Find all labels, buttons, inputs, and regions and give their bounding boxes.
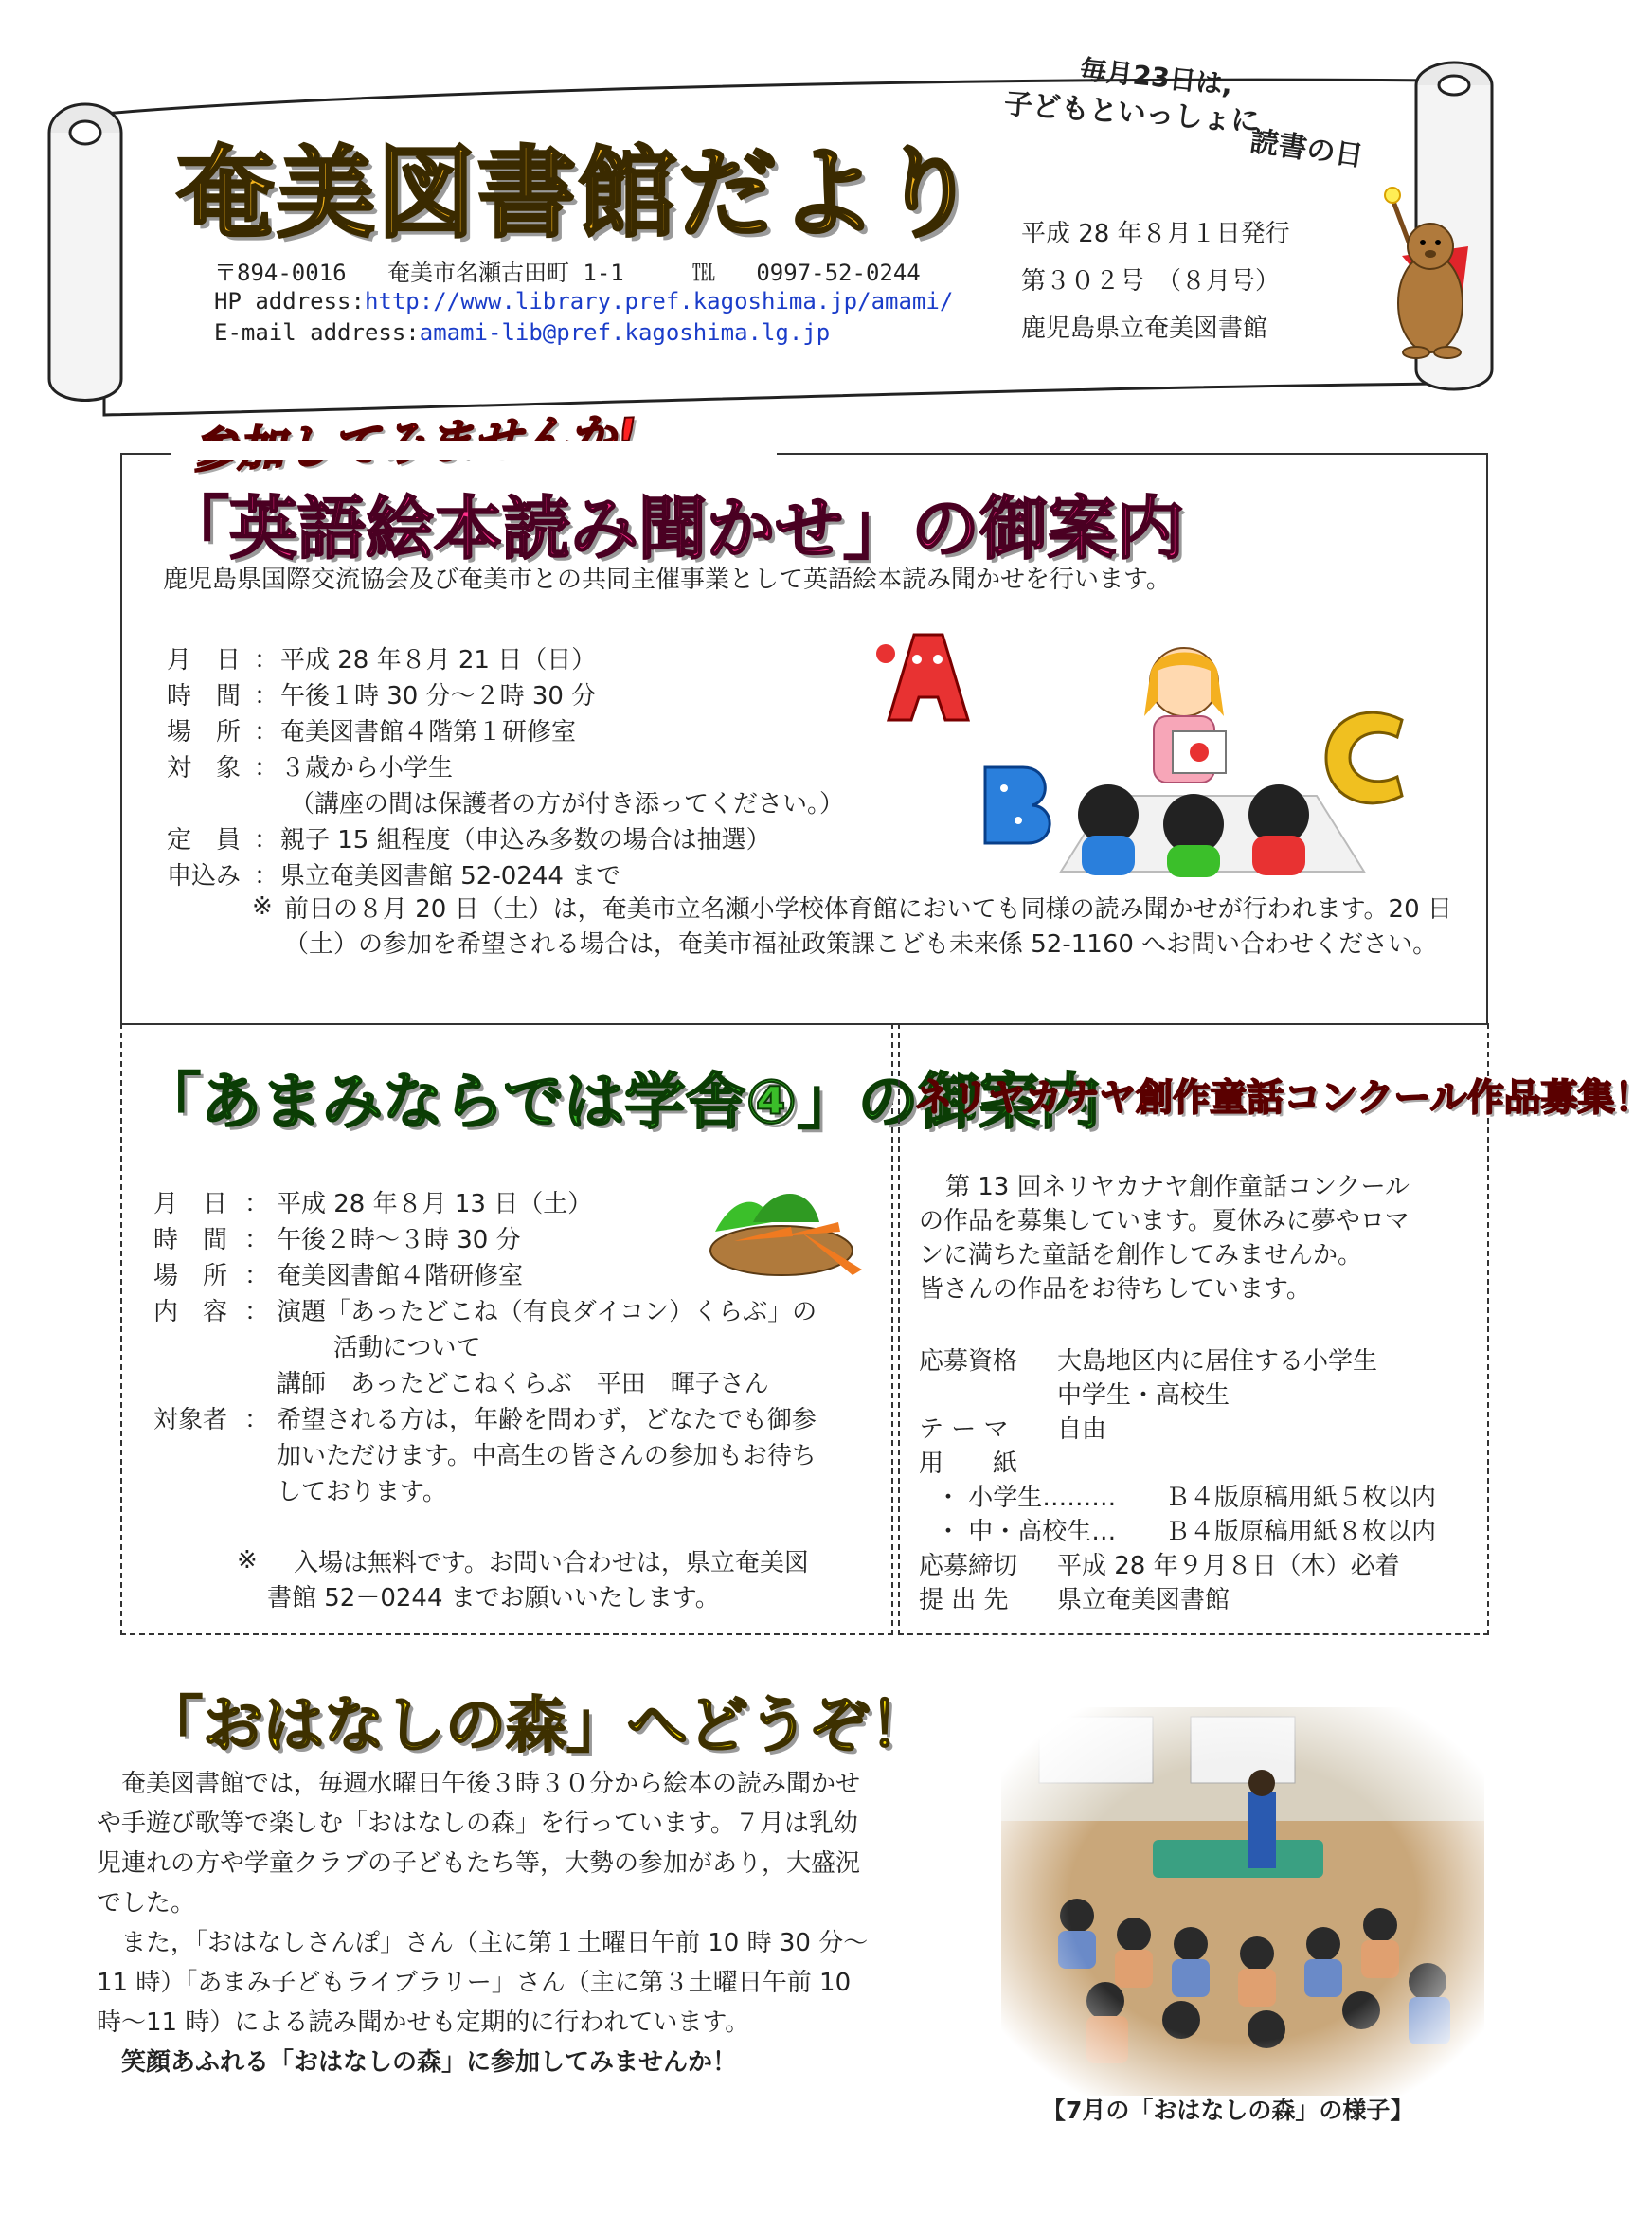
gakusha-note-line2: 書館 52－0244 までお願いいたします。 — [267, 1584, 720, 1612]
hp-label: HP address: — [214, 288, 365, 315]
issue-info — [1021, 210, 1290, 352]
contest-label: 応募締切 — [919, 1552, 1018, 1580]
ohanashi-line: 笑顔あふれる「おはなしの森」に参加してみませんか！ — [97, 2048, 738, 2077]
ohanashi-line: 時～11 時）による読み聞かせも定期的に行われています。 — [97, 2008, 750, 2037]
english-event-note: 前日の８月 20 日（土）は，奄美市立名瀬小学校体育館においても同様の読み聞かせが行われます。20 日（土）の参加を希望される場合は，奄美市福祉政策課こども未来係 52-1160 へお問い合わせください。 — [284, 895, 1452, 959]
gakusha-separator: ： — [244, 1226, 270, 1254]
mascot-illustration — [1364, 171, 1478, 360]
contest-title: ネリヤカナヤ創作童話コンクール作品募集！ — [915, 1077, 1652, 1120]
english-event-label: 場 所 — [167, 718, 242, 747]
postal-code: 〒894-0016 — [214, 260, 347, 286]
contest-label: ・ 小学生……… — [936, 1484, 1117, 1512]
english-event-label: 時 間 — [167, 682, 242, 711]
contest-intro-line: の作品を募集しています。夏休みに夢やロマ — [919, 1207, 1410, 1235]
contest-label: テ ー マ — [919, 1415, 1009, 1444]
ohanashi-line: 11 時）「あまみ子どもライブラリー」さん（主に第３土曜日午前 10 — [97, 1969, 852, 1997]
gakusha-separator: ： — [244, 1262, 270, 1290]
english-event-separator: ： — [254, 682, 279, 711]
gakusha-note-mark: ※ — [237, 1546, 258, 1575]
contest-value: Ｂ４版原稿用紙５枚以内 — [1165, 1484, 1437, 1512]
contact-address — [214, 254, 921, 287]
contest-intro-line: 第 13 回ネリヤカナヤ創作童話コンクール — [945, 1173, 1410, 1201]
english-event-value: 県立奄美図書館 52-0244 まで — [280, 862, 621, 891]
publisher-name: 鹿児島県立奄美図書館 — [1021, 315, 1268, 343]
english-note-mark: ※ — [252, 892, 273, 921]
gakusha-label: 対象者 — [153, 1406, 228, 1434]
english-event-value: 午後１時 30 分～２時 30 分 — [280, 682, 597, 711]
contest-label: ・ 中・高校生… — [936, 1518, 1117, 1546]
english-event-label: 月 日 — [167, 646, 242, 675]
contest-value: 中学生・高校生 — [1057, 1381, 1230, 1410]
gakusha-value: 活動について — [333, 1334, 481, 1362]
gakusha-value: 加いただけます。中高生の皆さんの参加もお待ち — [277, 1442, 817, 1470]
english-event-value: 奄美図書館４階第１研修室 — [280, 718, 577, 747]
gakusha-separator: ： — [244, 1298, 270, 1326]
english-event-intro: 鹿児島県国際交流協会及び奄美市との共同主催事業として英語絵本読み聞かせを行います。 — [163, 566, 1171, 594]
contest-value: 平成 28 年９月８日（木）必着 — [1057, 1552, 1400, 1580]
english-event-value: 平成 28 年８月 21 日（日） — [280, 646, 597, 675]
email-label: E-mail address: — [214, 319, 420, 346]
contest-value: 県立奄美図書館 — [1057, 1586, 1230, 1614]
contest-value: 自由 — [1057, 1415, 1107, 1444]
slogan — [995, 53, 1411, 174]
gakusha-value: 希望される方は，年齢を問わず，どなたでも御参 — [277, 1406, 817, 1434]
contest-label: 応募資格 — [919, 1347, 1018, 1376]
contest-value: Ｂ４版原稿用紙８枚以内 — [1165, 1518, 1437, 1546]
issue-date: 平成 28 年８月１日発行 — [1021, 220, 1290, 248]
gakusha-label: 内 容 — [153, 1298, 228, 1326]
english-event-separator: ： — [254, 646, 279, 675]
gakusha-value: 演題「あったどこね（有良ダイコン）くらぶ」の — [277, 1298, 817, 1326]
english-event-separator: ： — [254, 718, 279, 747]
contest-value: 大島地区内に居住する小学生 — [1057, 1347, 1378, 1376]
email-link[interactable]: amami-lib@pref.kagoshima.lg.jp — [419, 319, 831, 346]
contact-hp — [214, 288, 953, 315]
hp-link[interactable]: http://www.library.pref.kagoshima.jp/amami/ — [364, 288, 954, 315]
gakusha-value: しております。 — [277, 1478, 447, 1506]
gakusha-title: 「あまみならでは学舎④」の御案内 — [140, 1068, 1101, 1138]
contact-email — [214, 319, 830, 346]
contest-intro-line: ンに満ちた童話を創作してみませんか。 — [919, 1241, 1363, 1270]
gakusha-value: 平成 28 年８月 13 日（土） — [277, 1190, 593, 1218]
newsletter-title: 奄美図書館だより — [176, 135, 980, 251]
issue-number: 第３０２号 （８月号） — [1021, 267, 1281, 296]
tel-number: 0997-52-0244 — [756, 260, 921, 286]
contest-intro-line: 皆さんの作品をお待ちしています。 — [919, 1275, 1311, 1304]
slogan-line1: 毎月23日は, — [1078, 53, 1234, 101]
gakusha-label: 月 日 — [153, 1190, 228, 1218]
contest-label: 用 紙 — [919, 1450, 1018, 1478]
ohanashi-title: 「おはなしの森」へどうぞ！ — [142, 1691, 930, 1761]
gakusha-separator: ： — [244, 1190, 270, 1218]
ohanashi-line: また，「おはなしさんぽ」さん（主に第１土曜日午前 10 時 30 分～ — [97, 1929, 869, 1957]
english-event-title: 「英語絵本読み聞かせ」の御案内 — [161, 489, 1185, 568]
ohanashi-line: 奄美図書館では，毎週水曜日午後３時３０分から絵本の読み聞かせ — [97, 1770, 861, 1798]
street-address: 奄美市名瀬古田町 1-1 — [386, 260, 624, 286]
english-event-label: 対 象 — [167, 754, 242, 783]
english-event-value: 親子 15 組程度（申込み多数の場合は抽選） — [280, 826, 771, 855]
english-event-value: ３歳から小学生 — [280, 754, 454, 783]
abc-storytelling-illustration — [871, 625, 1440, 881]
ohanashi-line: でした。 — [97, 1889, 196, 1918]
tel-label: ℡ — [692, 260, 715, 286]
english-event-value: （講座の間は保護者の方が付き添ってください。） — [290, 790, 845, 819]
gakusha-value: 奄美図書館４階研修室 — [277, 1262, 524, 1290]
gakusha-label: 時 間 — [153, 1226, 228, 1254]
slogan-line3: 読書の日 — [1248, 124, 1366, 174]
gakusha-value: 講師 あったどこねくらぶ 平田 暉子さん — [277, 1370, 769, 1398]
english-event-separator: ： — [254, 826, 279, 855]
vegetable-basket-illustration — [696, 1184, 867, 1279]
gakusha-label: 場 所 — [153, 1262, 228, 1290]
gakusha-note-line1: 入場は無料です。お問い合わせは，県立奄美図 — [294, 1549, 809, 1577]
english-event-separator: ： — [254, 754, 279, 783]
english-event-label: 定 員 — [167, 826, 242, 855]
english-event-label: 申込み — [167, 862, 242, 891]
slogan-line2: 子どもといっしょに — [1002, 87, 1261, 139]
english-event-separator: ： — [254, 862, 279, 891]
ohanashi-line: 児連れの方や学童クラブの子どもたち等，大勢の参加があり，大盛況 — [97, 1849, 861, 1878]
ohanashi-line: や手遊び歌等で楽しむ「おはなしの森」を行っています。７月は乳幼 — [97, 1810, 858, 1838]
gakusha-value: 午後２時～３時 30 分 — [277, 1226, 521, 1254]
gakusha-separator: ： — [244, 1406, 270, 1434]
contest-label: 提 出 先 — [919, 1586, 1009, 1614]
photo-caption: 【7月の「おはなしの森」の様子】 — [1042, 2097, 1414, 2124]
ohanashi-photo — [1001, 1707, 1484, 2096]
